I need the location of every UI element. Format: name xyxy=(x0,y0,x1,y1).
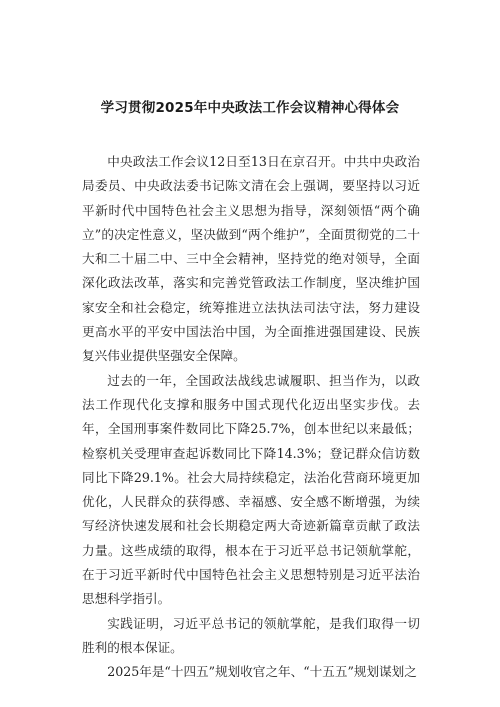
paragraph-1: 中央政法工作会议12日至13日在京召开。中共中央政治局委员、中央政法委书记陈文清在会上强调，要坚持以习近平新时代中国特色社会主义思想为指导，深刻领悟“两个确立”的决定性意义，坚决做到“两个维护”，全面贯彻党的二十大和二十届二中、三中全会精神，坚持党的绝对领导，全面深化政法改革，落实和完善党管政法工作制度，坚决维护国家安全和社会稳定，统筹推进立法执法司法守法，努力建设更高水平的平安中国法治中国，为全面推进强国建设、民族复兴伟业提供坚强安全保障。 xyxy=(82,154,420,364)
paragraph-2: 过去的一年，全国政法战线忠诚履职、担当作为，以政法工作现代化支撑和服务中国式现代化迈出坚实步伐。去年，全国刑事案件数同比下降25.7%，创本世纪以来最低；检察机关受理审查起诉数同比下降14.3%；登记群众信访数同比下降29.1%。社会大局持续稳定，法治化营商环境更加优化，人民群众的获得感、幸福感、安全感不断增强，为续写经济快速发展和社会长期稳定两大奇迹新篇章贡献了政法力量。这些成绩的取得，根本在于习近平总书记领航掌舵，在于习近平新时代中国特色社会主义思想特别是习近平法治思想科学指引。 xyxy=(82,372,420,607)
paragraph-3: 实践证明，习近平总书记的领航掌舵，是我们取得一切胜利的根本保证。 xyxy=(82,615,420,655)
document-title: 学习贯彻2025年中央政法工作会议精神心得体会 xyxy=(100,100,400,116)
document-body xyxy=(82,150,420,685)
paragraph-4: 2025年是“十四五”规划收官之年、“十五五”规划谋划之 xyxy=(107,664,417,680)
